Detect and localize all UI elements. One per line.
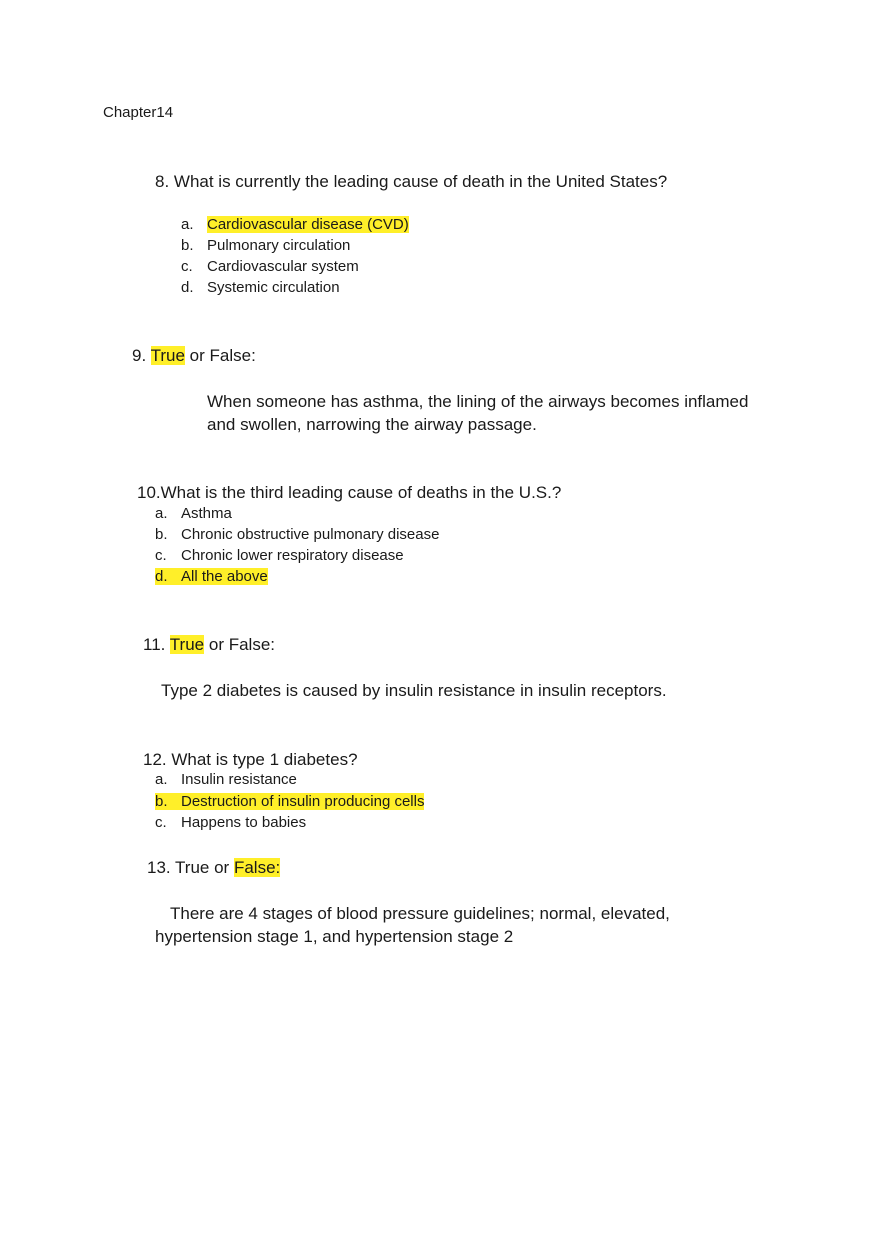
q9-number: 9. [132,346,147,365]
option-text: Insulin resistance [181,771,297,788]
q12-option-a [155,771,297,788]
q13-statement-line2: hypertension stage 1, and hypertension stage 2 [155,927,514,946]
option-text: Chronic lower respiratory disease [181,547,404,564]
q10-question: 10.What is the third leading cause of deaths in the U.S.? [137,483,562,502]
q12-option-c [155,814,306,831]
option-marker: a. [155,771,168,788]
q8-question: 8. What is currently the leading cause of death in the United States? [155,172,668,191]
q9-rest: or False: [189,346,256,365]
chapter-title: Chapter14 [103,104,174,121]
option-text: Cardiovascular system [207,258,359,275]
q13-prefix: 13. True or [147,858,230,877]
q10-option-a [155,505,232,522]
option-marker: b. [155,793,168,810]
q8-option-c [181,258,359,275]
q13-heading [147,858,280,878]
option-marker: c. [155,814,167,831]
option-marker: c. [181,258,193,275]
q9-heading [132,346,256,366]
q8-option-b [181,237,350,254]
q11-rest: or False: [208,635,275,654]
option-text: Systemic circulation [207,279,340,296]
q10-option-d [155,568,268,585]
option-text: Happens to babies [181,814,307,831]
q11-heading [143,635,275,655]
option-marker: b. [155,526,168,543]
option-marker: a. [155,505,168,522]
q13-answer-false: False: [233,858,281,877]
q9-statement-line2: and swollen, narrowing the airway passage. [207,415,537,434]
option-text: Chronic obstructive pulmonary disease [181,526,440,543]
option-marker: d. [181,279,194,296]
option-text: Destruction of insulin producing cells [181,793,425,810]
q8-option-a [181,216,409,233]
option-marker: d. [155,568,168,585]
option-text: All the above [181,568,268,585]
option-highlighted [155,793,424,810]
q13-statement-line1: There are 4 stages of blood pressure guidelines; normal, elevated, [170,904,670,923]
option-highlighted [155,568,268,585]
option-text: Pulmonary circulation [207,237,351,254]
option-marker: c. [155,547,167,564]
q12-question: 12. What is type 1 diabetes? [143,750,358,769]
option-text-highlighted: Cardiovascular disease (CVD) [207,216,409,233]
q11-answer-true: True [169,635,205,654]
q9-statement-line1: When someone has asthma, the lining of the airways becomes inflamed [207,392,749,411]
q12-option-b [155,793,424,810]
option-marker: b. [181,237,194,254]
q9-answer-true: True [150,346,185,365]
q10-option-b [155,526,439,543]
option-text: Asthma [181,505,232,522]
q11-number: 11. [143,635,166,654]
option-marker: a. [181,216,194,233]
q11-statement: Type 2 diabetes is caused by insulin resistance in insulin receptors. [161,681,667,700]
q8-option-d [181,279,340,296]
q10-option-c [155,547,404,564]
